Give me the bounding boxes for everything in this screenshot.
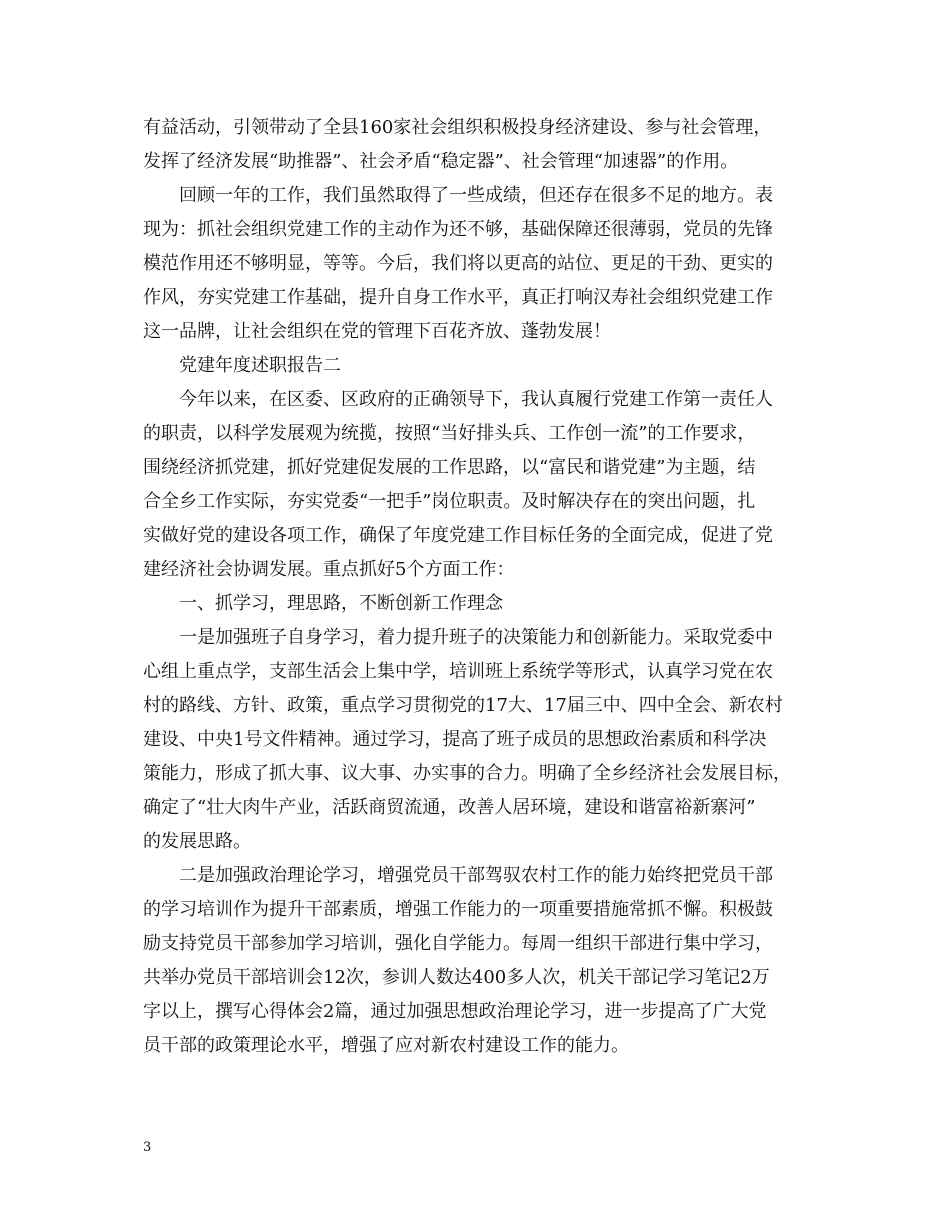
text-line: 确定了“壮大肉牛产业，活跃商贸流通，改善人居环境，建设和谐富裕新寨河”: [143, 797, 756, 818]
text-line: 建经济社会协调发展。重点抓好5个方面工作：: [143, 559, 515, 580]
text-line: 建设、中央1号文件精神。通过学习，提高了班子成员的思想政治素质和科学决: [143, 729, 767, 750]
text-line: 员干部的政策理论水平，增强了应对新农村建设工作的能力。: [143, 1035, 629, 1056]
text-line: 策能力，形成了抓大事、议大事、办实事的合力。明确了全乡经济社会发展目标，: [143, 763, 791, 784]
text-line: 励支持党员干部参加学习培训，强化自学能力。每周一组织干部进行集中学习，: [143, 933, 773, 954]
section-heading: 一、抓学习，理思路，不断创新工作理念: [179, 593, 503, 614]
text-line: 心组上重点学，支部生活会上集中学，培训班上系统学等形式，认真学习党在农: [143, 661, 773, 682]
text-line: 的职责，以科学发展观为统揽，按照“当好排头兵、工作创一流”的工作要求，: [143, 423, 756, 444]
section-heading: 党建年度述职报告二: [179, 355, 341, 376]
text-line: 回顾一年的工作，我们虽然取得了一些成绩，但还存在很多不足的地方。表: [179, 185, 773, 206]
text-line: 字以上，撰写心得体会2篇，通过加强思想政治理论学习，进一步提高了广大党: [143, 1001, 767, 1022]
text-line: 一是加强班子自身学习，着力提升班子的决策能力和创新能力。采取党委中: [179, 627, 773, 648]
text-line: 村的路线、方针、政策，重点学习贯彻党的17大、17届三中、四中全会、新农村: [143, 695, 783, 716]
text-line: 的学习培训作为提升干部素质，增强工作能力的一项重要措施常抓不懈。积极鼓: [143, 899, 773, 920]
text-line: 共举办党员干部培训会12次，参训人数达400多人次，机关干部记学习笔记2万: [143, 967, 770, 988]
page-number: 3: [143, 1140, 152, 1155]
text-line: 有益活动，引领带动了全县160家社会组织积极投身经济建设、参与社会管理，: [143, 117, 772, 138]
text-line: 合全乡工作实际，夯实党委“一把手”岗位职责。及时解决存在的突出问题，扎: [143, 491, 756, 512]
text-line: 围绕经济抓党建，抓好党建促发展的工作思路，以“富民和谐党建”为主题，结: [143, 457, 756, 478]
text-line: 的发展思路。: [143, 831, 251, 852]
text-line: 发挥了经济发展“助推器”、社会矛盾“稳定器”、社会管理“加速器”的作用。: [143, 151, 739, 172]
text-line: 实做好党的建设各项工作，确保了年度党建工作目标任务的全面完成，促进了党: [143, 525, 773, 546]
text-line: 今年以来，在区委、区政府的正确领导下，我认真履行党建工作第一责任人: [179, 389, 773, 410]
text-line: 作风，夯实党建工作基础，提升自身工作水平，真正打响汉寿社会组织党建工作: [143, 287, 773, 308]
text-line: 模范作用还不够明显，等等。今后，我们将以更高的站位、更足的干劲、更实的: [143, 253, 773, 274]
text-line: 现为：抓社会组织党建工作的主动作为还不够，基础保障还很薄弱，党员的先锋: [143, 219, 773, 240]
text-line: 二是加强政治理论学习，增强党员干部驾驭农村工作的能力始终把党员干部: [179, 865, 773, 886]
text-line: 这一品牌，让社会组织在党的管理下百花齐放、蓬勃发展！: [143, 321, 611, 342]
